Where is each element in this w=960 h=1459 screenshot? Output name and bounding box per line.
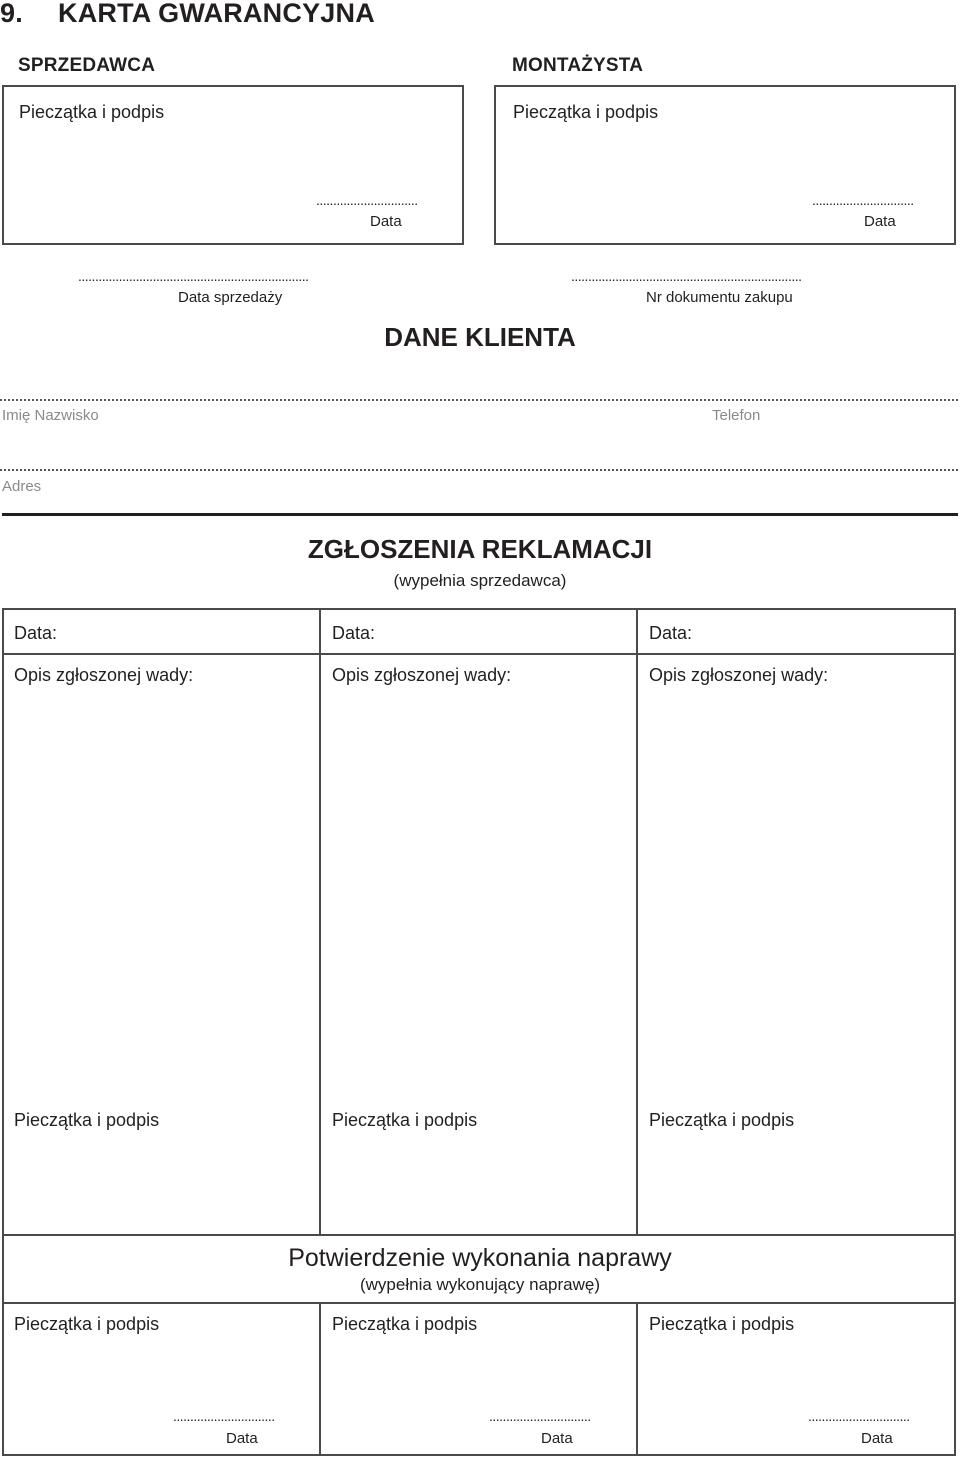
complaint-3-date-label[interactable]: Data:	[649, 623, 693, 643]
sale-date-dots[interactable]: ....................................................................	[78, 269, 309, 283]
complaint-2-date-label[interactable]: Data:	[332, 623, 376, 643]
complaint-2-stamp-label[interactable]: Pieczątka i podpis	[332, 1110, 478, 1130]
repair-1-date-dots: ..............................	[173, 1409, 275, 1423]
repair-1-stamp-label[interactable]: Pieczątka i podpis	[14, 1314, 160, 1334]
address-line[interactable]	[0, 469, 958, 471]
complaint-2-defect-label[interactable]: Opis zgłoszonej wady:	[332, 665, 512, 685]
grid-repair-divider-1	[319, 1302, 321, 1456]
grid-line-date	[2, 653, 956, 655]
grid-col-divider-1	[319, 608, 321, 1234]
repair-3-stamp-label[interactable]: Pieczątka i podpis	[649, 1314, 795, 1334]
repair-3-date-dots: ..............................	[808, 1409, 910, 1423]
repair-title: Potwierdzenie wykonania naprawy	[288, 1244, 672, 1272]
complaint-1-date-label[interactable]: Data:	[14, 623, 58, 643]
installer-label: MONTAŻYSTA	[512, 55, 644, 76]
client-phone-label: Telefon	[712, 407, 761, 424]
grid-col-divider-2	[636, 608, 638, 1234]
page-title	[0, 0, 375, 29]
client-section-title: DANE KLIENTA	[384, 322, 576, 352]
seller-date-label: Data	[370, 213, 402, 230]
complaint-1-stamp-label[interactable]: Pieczątka i podpis	[14, 1110, 160, 1130]
name-phone-line[interactable]	[0, 399, 958, 401]
client-name-label: Imię Nazwisko	[2, 407, 99, 424]
complaint-3-stamp-label[interactable]: Pieczątka i podpis	[649, 1110, 795, 1130]
seller-date-dots: ..............................	[316, 193, 418, 207]
section-divider	[2, 513, 958, 516]
complaints-subtitle: (wypełnia sprzedawca)	[393, 571, 567, 590]
grid-line-repair-header	[2, 1302, 956, 1304]
seller-label: SPRZEDAWCA	[18, 55, 156, 76]
client-address-label: Adres	[2, 478, 42, 495]
repair-2-date-dots: ..............................	[489, 1409, 591, 1423]
complaint-1-defect-label[interactable]: Opis zgłoszonej wady:	[14, 665, 194, 685]
installer-stamp-box[interactable]	[494, 85, 956, 245]
sale-date-label: Data sprzedaży	[178, 289, 283, 306]
installer-date-dots: ..............................	[812, 193, 914, 207]
purchase-doc-dots[interactable]: ....................................................................	[571, 269, 802, 283]
seller-stamp-box[interactable]	[2, 85, 464, 245]
repair-1-date-label: Data	[226, 1430, 258, 1447]
repair-3-date-label: Data	[861, 1430, 893, 1447]
installer-stamp-label: Pieczątka i podpis	[513, 102, 659, 122]
repair-subtitle: (wypełnia wykonujący naprawę)	[359, 1275, 600, 1294]
purchase-doc-label: Nr dokumentu zakupu	[646, 289, 793, 306]
seller-stamp-label: Pieczątka i podpis	[19, 102, 165, 122]
repair-2-stamp-label[interactable]: Pieczątka i podpis	[332, 1314, 478, 1334]
repair-2-date-label: Data	[541, 1430, 573, 1447]
grid-line-repair-top	[2, 1234, 956, 1236]
installer-date-label: Data	[864, 213, 896, 230]
grid-repair-divider-2	[636, 1302, 638, 1456]
title-text: KARTA GWARANCYJNA	[58, 0, 375, 28]
section-number: 9.	[0, 0, 23, 28]
complaint-3-defect-label[interactable]: Opis zgłoszonej wady:	[649, 665, 829, 685]
complaints-title: ZGŁOSZENIA REKLAMACJI	[307, 534, 653, 564]
